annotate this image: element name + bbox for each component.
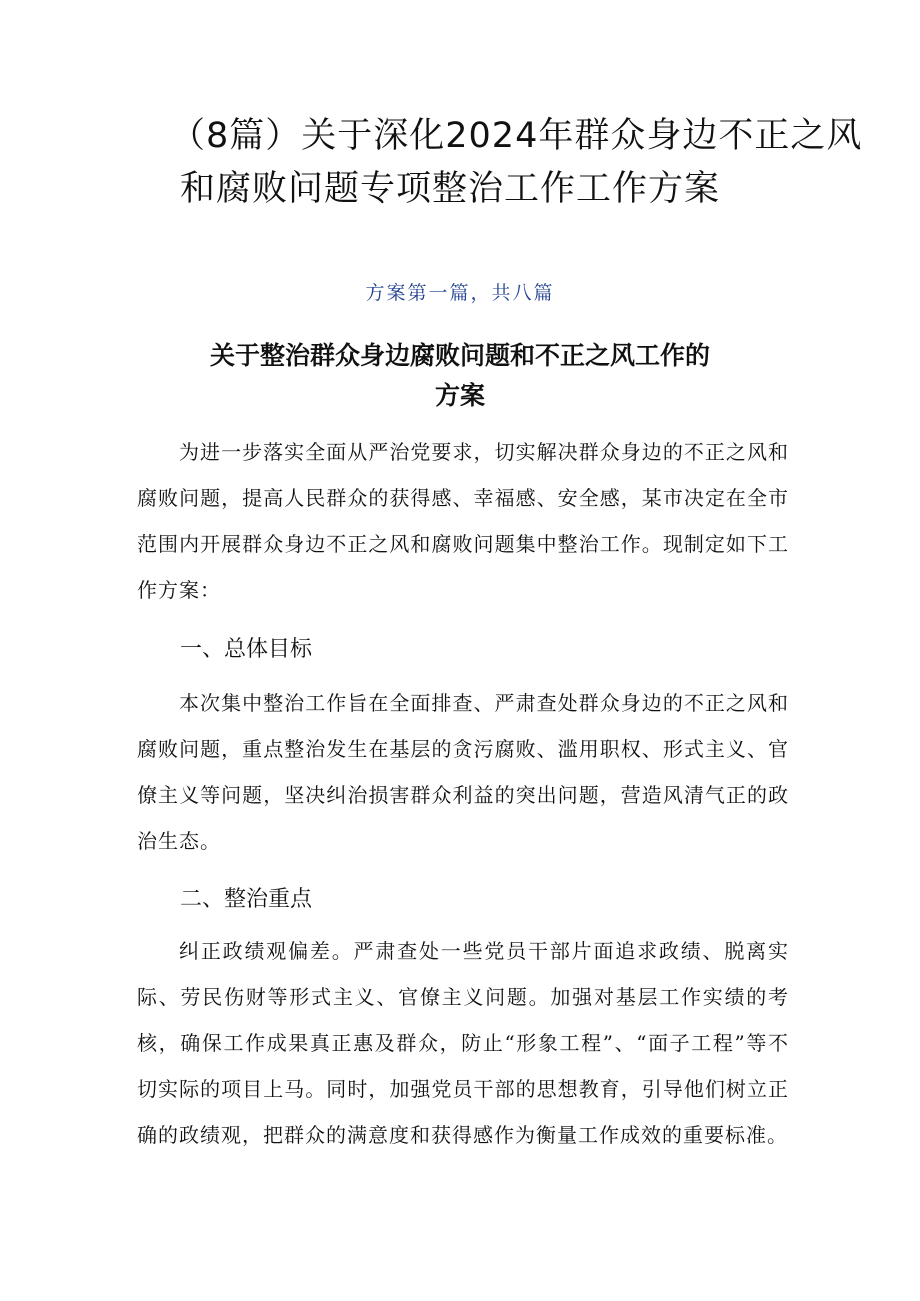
subtitle: 方案第一篇，共八篇 bbox=[365, 282, 555, 304]
paragraph-key-points: 纠正政绩观偏差。严肃查处一些党员干部片面追求政绩、脱离实际、劳民伤财等形式主义、官僚主义问题。加强对基层工作实绩的考核，确保工作成果真正惠及群众，防止“形象工程”、“面子工程”等不切实际的项目上马。同时，加强党员干部的思想教育，引导他们树立正确的政绩观，把群众的满意度和获得感作为衡量工作成效的重要标准。 bbox=[137, 939, 789, 1147]
intro-paragraph: 为进一步落实全面从严治党要求，切实解决群众身边的不正之风和腐败问题，提高人民群众的获得感、幸福感、安全感，某市决定在全市范围内开展群众身边不正之风和腐败问题集中整治工作。现制定如下工作方案： bbox=[137, 440, 789, 602]
paragraph-overall-goal: 本次集中整治工作旨在全面排查、严肃查处群众身边的不正之风和腐败问题，重点整治发生在基层的贪污腐败、滥用职权、形式主义、官僚主义等问题，坚决纠治损害群众利益的突出问题，营造风清气正的政治生态。 bbox=[137, 691, 789, 853]
main-title-line2: 和腐败问题专项整治工作工作方案 bbox=[180, 169, 721, 209]
heading-key-points: 二、整治重点 bbox=[180, 887, 313, 912]
section-title bbox=[0, 336, 920, 416]
main-title bbox=[170, 110, 863, 216]
section-title-line1: 关于整治群众身边腐败问题和不正之风工作的 bbox=[209, 341, 710, 370]
main-title-line1: （8篇）关于深化2024年群众身边不正之风 bbox=[170, 116, 863, 156]
section-title-line2: 方案 bbox=[434, 381, 485, 410]
heading-overall-goal: 一、总体目标 bbox=[180, 637, 313, 662]
